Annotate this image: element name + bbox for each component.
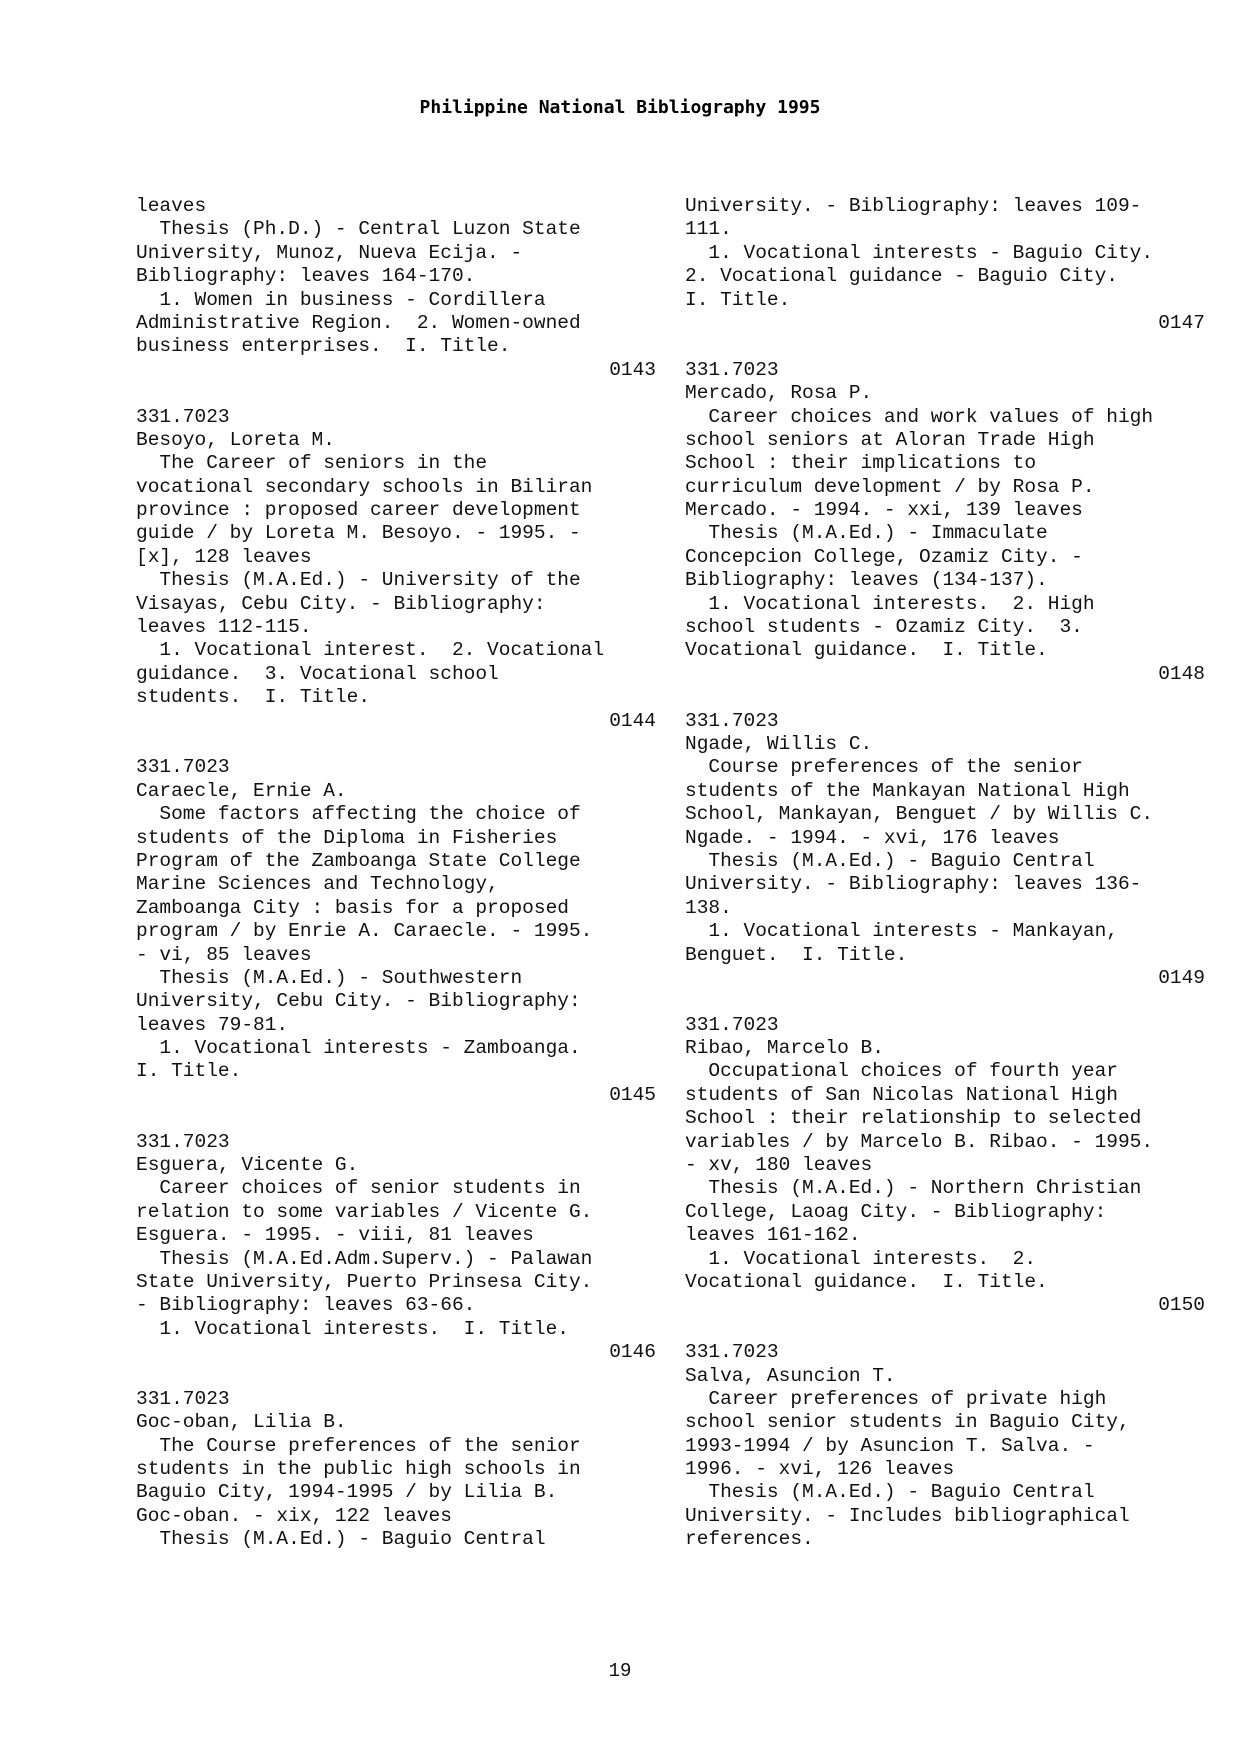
entry-line: Career choices and work values of high	[685, 405, 1154, 428]
entry-line: I. Title.	[685, 288, 791, 311]
entry-line: 331.7023	[685, 709, 779, 732]
entry-line: [x], 128 leaves	[136, 545, 312, 568]
entry-line: Thesis (M.A.Ed.) - Southwestern	[136, 966, 523, 989]
entry-line: program / by Enrie A. Caraecle. - 1995.	[136, 920, 593, 943]
entry-line: Career preferences of private high	[685, 1387, 1107, 1410]
entry-line: Vocational guidance. I. Title.	[685, 639, 1048, 662]
entry-line: Vocational guidance. I. Title.	[685, 1270, 1048, 1293]
bibliography-entry	[685, 710, 1205, 1014]
entry-line: University, Cebu City. - Bibliography:	[136, 990, 581, 1013]
entry-number: 0150	[1158, 1294, 1205, 1317]
entry-line: State University, Puerto Prinsesa City.	[136, 1270, 593, 1293]
entry-line: 1. Women in business - Cordillera	[136, 288, 546, 311]
entry-line: guide / by Loreta M. Besoyo. - 1995. -	[136, 522, 581, 545]
entry-line: - Bibliography: leaves 63-66.	[136, 1294, 476, 1317]
entry-line: Benguet. I. Title.	[685, 943, 908, 966]
entry-number: 0147	[1158, 311, 1205, 334]
entry-line: students of the Mankayan National High	[685, 779, 1130, 802]
entry-line: 1. Vocational interests - Mankayan,	[685, 920, 1118, 943]
bibliography-entry	[136, 1131, 656, 1388]
right-column	[685, 195, 1205, 1552]
bibliography-entry	[136, 406, 656, 757]
entry-line: school senior students in Baguio City,	[685, 1411, 1130, 1434]
entry-line: students of San Nicolas National High	[685, 1083, 1118, 1106]
entry-spacer	[136, 1107, 656, 1130]
entry-line: Administrative Region. 2. Women-owned	[136, 311, 581, 334]
entry-line: Ngade, Willis C.	[685, 732, 873, 755]
entry-line: 1. Vocational interests. 2. High	[685, 592, 1095, 615]
entry-line: University. - Bibliography: leaves 136-	[685, 873, 1142, 896]
entry-number: 0143	[609, 358, 656, 381]
entry-line: Occupational choices of fourth year	[685, 1060, 1118, 1083]
entry-line: Goc-oban, Lilia B.	[136, 1411, 347, 1434]
entry-line: Thesis (M.A.Ed.) - Baguio Central	[685, 849, 1095, 872]
entry-line: Thesis (M.A.Ed.Adm.Superv.) - Palawan	[136, 1247, 593, 1270]
entry-spacer	[136, 1365, 656, 1388]
entry-line: Salva, Asuncion T.	[685, 1364, 896, 1387]
entry-line: school students - Ozamiz City. 3.	[685, 616, 1083, 639]
entry-line: - vi, 85 leaves	[136, 943, 312, 966]
entry-line: University. - Includes bibliographical	[685, 1504, 1130, 1527]
entry-line: School : their implications to	[685, 452, 1037, 475]
entry-line: Baguio City, 1994-1995 / by Lilia B.	[136, 1481, 558, 1504]
left-column	[136, 195, 656, 1552]
entry-line: Concepcion College, Ozamiz City. -	[685, 545, 1083, 568]
entry-line: University, Munoz, Nueva Ecija. -	[136, 241, 523, 264]
entry-line: I. Title.	[136, 1060, 242, 1083]
entry-line: variables / by Marcelo B. Ribao. - 1995.	[685, 1130, 1154, 1153]
entry-line: Program of the Zamboanga State College	[136, 849, 581, 872]
entry-line: School : their relationship to selected	[685, 1107, 1142, 1130]
entry-line: Besoyo, Loreta M.	[136, 428, 335, 451]
entry-line: 331.7023	[136, 756, 230, 779]
entry-line: Caraecle, Ernie A.	[136, 779, 347, 802]
entry-spacer	[136, 382, 656, 405]
entry-line: Bibliography: leaves 164-170.	[136, 265, 476, 288]
entry-line: curriculum development / by Rosa P.	[685, 475, 1095, 498]
entry-spacer	[685, 335, 1205, 358]
entry-line: The Course preferences of the senior	[136, 1434, 581, 1457]
entry-line: 1993-1994 / by Asuncion T. Salva. -	[685, 1434, 1095, 1457]
entry-line: 138.	[685, 896, 732, 919]
entry-line: 331.7023	[685, 1013, 779, 1036]
entry-line: Bibliography: leaves (134-137).	[685, 569, 1048, 592]
bibliography-entry	[685, 359, 1205, 710]
entry-line: business enterprises. I. Title.	[136, 335, 511, 358]
entry-spacer	[136, 733, 656, 756]
entry-line: leaves 161-162.	[685, 1224, 861, 1247]
entry-line: 1. Vocational interests - Zamboanga.	[136, 1037, 581, 1060]
page-number: 19	[608, 1660, 632, 1682]
entry-line: Mercado. - 1994. - xxi, 139 leaves	[685, 499, 1083, 522]
bibliography-entry	[136, 1388, 656, 1552]
entry-line: 1. Vocational interests. 2.	[685, 1247, 1037, 1270]
entry-line: Ribao, Marcelo B.	[685, 1037, 884, 1060]
entry-line: 2. Vocational guidance - Baguio City.	[685, 265, 1118, 288]
entry-line: Career choices of senior students in	[136, 1177, 581, 1200]
entry-line: Goc-oban. - xix, 122 leaves	[136, 1504, 452, 1527]
entry-line: school seniors at Aloran Trade High	[685, 428, 1095, 451]
entry-line: Course preferences of the senior	[685, 756, 1083, 779]
entry-number: 0146	[609, 1341, 656, 1364]
entry-line: guidance. 3. Vocational school	[136, 662, 499, 685]
entry-line: Thesis (M.A.Ed.) - Baguio Central	[136, 1528, 546, 1551]
bibliography-entry	[136, 195, 656, 406]
entry-line: students of the Diploma in Fisheries	[136, 826, 558, 849]
entry-number: 0144	[609, 709, 656, 732]
entry-line: Thesis (M.A.Ed.) - Northern Christian	[685, 1177, 1142, 1200]
entry-line: Visayas, Cebu City. - Bibliography:	[136, 592, 546, 615]
entry-line: - xv, 180 leaves	[685, 1154, 873, 1177]
entry-line: 111.	[685, 218, 732, 241]
entry-line: province : proposed career development	[136, 499, 581, 522]
entry-line: Some factors affecting the choice of	[136, 803, 581, 826]
bibliography-entry	[685, 195, 1205, 359]
entry-line: 331.7023	[136, 1387, 230, 1410]
entry-line: School, Mankayan, Benguet / by Willis C.	[685, 803, 1154, 826]
entry-line: Marine Sciences and Technology,	[136, 873, 499, 896]
entry-line: University. - Bibliography: leaves 109-	[685, 195, 1142, 217]
entry-line: references.	[685, 1528, 814, 1551]
entry-line: leaves 79-81.	[136, 1013, 289, 1036]
entry-line: The Career of seniors in the	[136, 452, 488, 475]
entry-line: Thesis (Ph.D.) - Central Luzon State	[136, 218, 581, 241]
bibliography-entry	[685, 1014, 1205, 1341]
entry-line: 331.7023	[685, 358, 779, 381]
entry-spacer	[685, 686, 1205, 709]
entry-number: 0145	[609, 1083, 656, 1106]
entry-line: Ngade. - 1994. - xvi, 176 leaves	[685, 826, 1060, 849]
entry-line: 331.7023	[685, 1341, 779, 1364]
entry-line: 331.7023	[136, 1130, 230, 1153]
bibliography-entry	[685, 1341, 1205, 1552]
entry-line: Esguera. - 1995. - viii, 81 leaves	[136, 1224, 534, 1247]
entry-line: vocational secondary schools in Biliran	[136, 475, 593, 498]
entry-line: leaves	[136, 195, 207, 217]
entry-line: students in the public high schools in	[136, 1458, 581, 1481]
entry-line: relation to some variables / Vicente G.	[136, 1200, 593, 1223]
entry-line: 1996. - xvi, 126 leaves	[685, 1458, 955, 1481]
entry-line: Thesis (M.A.Ed.) - Baguio Central	[685, 1481, 1095, 1504]
entry-spacer	[685, 1318, 1205, 1341]
entry-spacer	[685, 990, 1205, 1013]
entry-line: Esguera, Vicente G.	[136, 1154, 359, 1177]
entry-line: 331.7023	[136, 405, 230, 428]
entry-number: 0148	[1158, 662, 1205, 685]
entry-line: 1. Vocational interest. 2. Vocational	[136, 639, 605, 662]
entry-line: 1. Vocational interests - Baguio City.	[685, 241, 1154, 264]
entry-line: Thesis (M.A.Ed.) - Immaculate	[685, 522, 1048, 545]
entry-line: Zamboanga City : basis for a proposed	[136, 896, 569, 919]
bibliography-entry	[136, 756, 656, 1130]
entry-line: Thesis (M.A.Ed.) - University of the	[136, 569, 581, 592]
entry-line: College, Laoag City. - Bibliography:	[685, 1200, 1107, 1223]
entry-number: 0149	[1158, 966, 1205, 989]
entry-line: Mercado, Rosa P.	[685, 382, 873, 405]
entry-line: 1. Vocational interests. I. Title.	[136, 1317, 569, 1340]
entry-line: leaves 112-115.	[136, 616, 312, 639]
entry-line: students. I. Title.	[136, 686, 371, 709]
page-title: Philippine National Bibliography 1995	[419, 97, 821, 118]
